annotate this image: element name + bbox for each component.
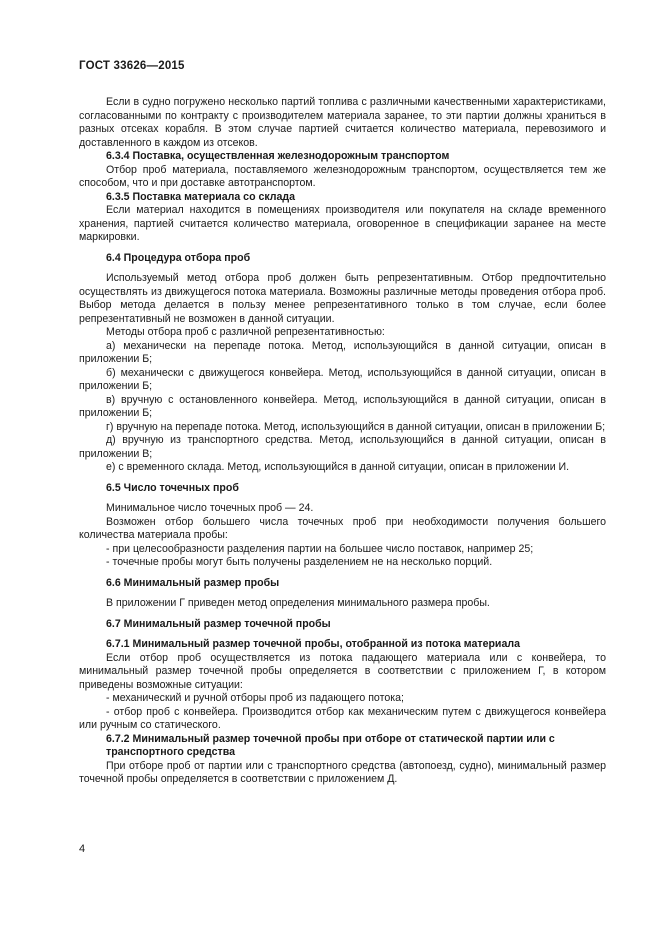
- paragraph: Используемый метод отбора проб должен быть репрезентативным. Отбор предпочтительно осуществлять из движущегося потока материала. Возможны различные методы проведения отбора проб. Выбор метода делается в пользу менее репрезентативного только в том случае, если более репрезентативный не возможен в данной ситуации.: [79, 272, 606, 325]
- list-item: - точечные пробы могут быть получены разделением не на несколько порций.: [106, 556, 493, 568]
- section-heading-6-7: 6.7 Минимальный размер точечной пробы: [106, 617, 331, 630]
- paragraph: Если в судно погружено несколько партий топлива с различными качественными характеристиками, согласованными по контракту с производителем материала заранее, то эти партии должны храниться в разных отсеках корабля. В этом случае партией считается количество материала, перевозимого и доставленного в каждом из отсеков.: [79, 96, 606, 149]
- list-item: е) с временного склада. Метод, использующийся в данной ситуации, описан в приложении И.: [106, 461, 570, 473]
- list-item: - при целесообразности разделения партии на большее число поставок, например 25;: [106, 542, 534, 555]
- paragraph: Методы отбора проб с различной репрезентативностью:: [106, 326, 385, 338]
- list-item: а) механически на перепаде потока. Метод, использующийся в данной ситуации, описан в приложении Б;: [79, 339, 606, 365]
- page-number: 4: [79, 843, 86, 855]
- subsection-heading-6-7-2: 6.7.2 Минимальный размер точечной пробы при отборе от статической партии или с транспортного средства: [106, 732, 555, 758]
- list-item: - механический и ручной отборы проб из падающего потока;: [106, 692, 404, 704]
- section-heading-6-4: 6.4 Процедура отбора проб: [106, 251, 251, 264]
- paragraph: Минимальное число точечных проб — 24.: [106, 502, 314, 514]
- paragraph: Отбор проб материала, поставляемого железнодорожным транспортом, осуществляется тем же способом, что и при доставке автотранспортом.: [79, 163, 606, 189]
- document-body: [79, 96, 606, 787]
- paragraph: Если отбор проб осуществляется из потока падающего материала или с конвейера, то минимальный размер точечной пробы определяется в соответствии с приложением Г, в котором приведены возможные ситуации:: [79, 651, 606, 691]
- section-heading-6-6: 6.6 Минимальный размер пробы: [106, 576, 280, 589]
- paragraph: В приложении Г приведен метод определения минимального размера пробы.: [106, 597, 490, 609]
- paragraph: Если материал находится в помещениях производителя или покупателя на складе временного хранения, партией считается количество материала, оговоренное в спецификации заранее на месте маркировки.: [79, 204, 606, 243]
- section-heading-6-5: 6.5 Число точечных проб: [106, 481, 239, 494]
- list-item: б) механически с движущегося конвейера. Метод, использующийся в данной ситуации, описан в приложении Б;: [79, 366, 606, 392]
- list-item: г) вручную на перепаде потока. Метод, использующийся в данной ситуации, описан в приложении Б;: [106, 420, 606, 433]
- subsection-heading-6-7-1: 6.7.1 Минимальный размер точечной пробы, отобранной из потока материала: [106, 638, 520, 650]
- list-item: - отбор проб с конвейера. Производится отбор как механическим путем с движущегося конвейера или ручным со статического.: [79, 705, 606, 731]
- list-item: в) вручную с остановленного конвейера. Метод, использующийся в данной ситуации, описан в приложении Б;: [79, 393, 606, 419]
- paragraph: Возможен отбор большего числа точечных проб при необходимости получения большего количества материала пробы:: [79, 515, 606, 541]
- subsection-heading-6-3-4: 6.3.4 Поставка, осуществленная железнодорожным транспортом: [106, 150, 450, 162]
- document-header: ГОСТ 33626—2015: [79, 60, 185, 72]
- subsection-heading-6-3-5: 6.3.5 Поставка материала со склада: [106, 190, 296, 203]
- paragraph: При отборе проб от партии или с транспортного средства (автопоезд, судно), минимальный размер точечной пробы определяется в соответствии с приложением Д.: [79, 759, 606, 785]
- list-item: д) вручную из транспортного средства. Метод, использующийся в данной ситуации, описан в приложении В;: [79, 434, 606, 460]
